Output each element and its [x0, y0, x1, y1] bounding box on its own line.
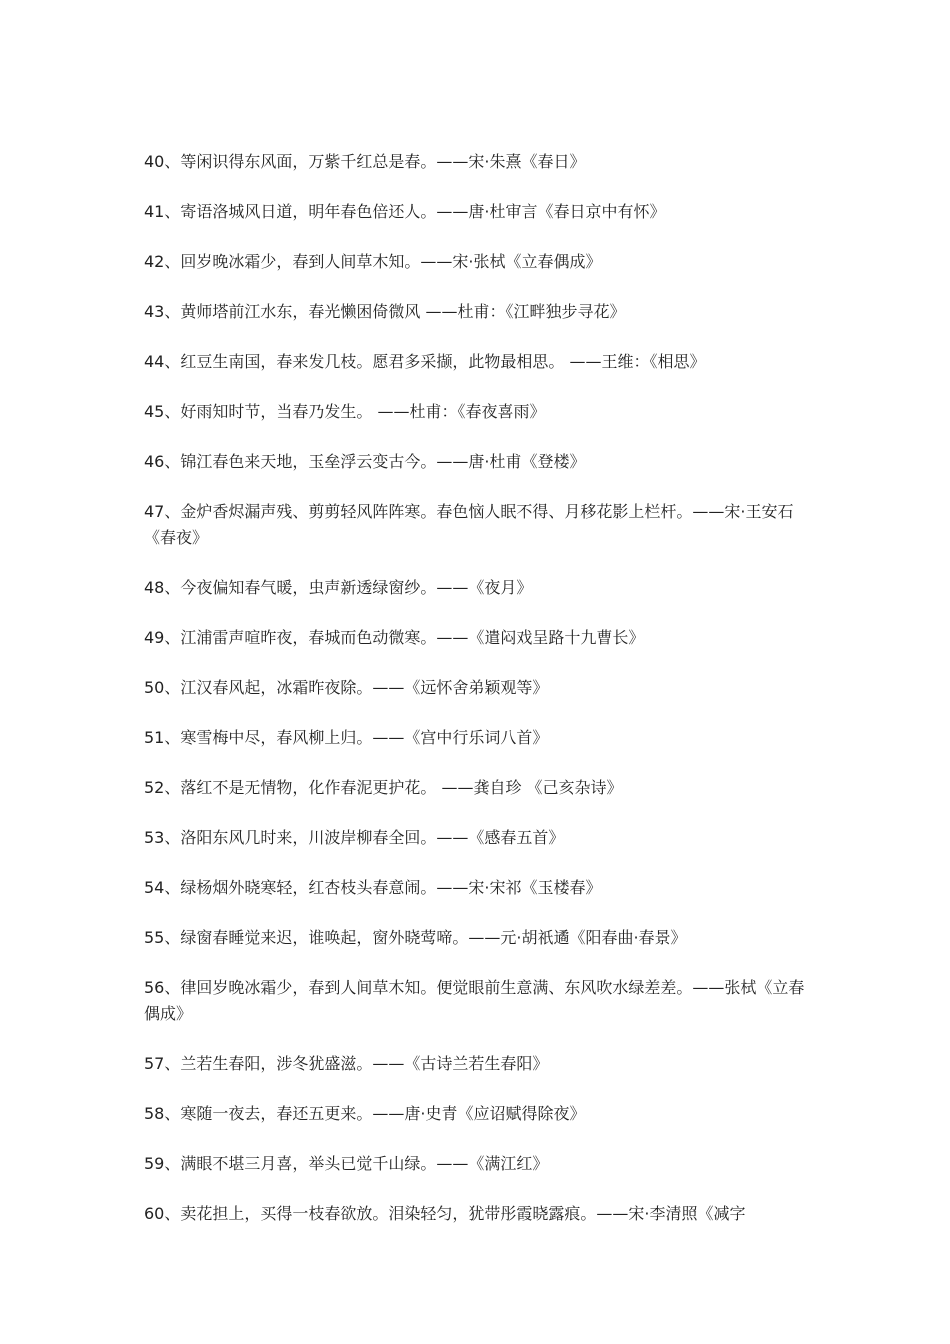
poem-line-51: 51、寒雪梅中尽，春风柳上归。——《宫中行乐词八首》: [144, 728, 549, 747]
poem-line-54: 54、绿杨烟外晓寒轻，红杏枝头春意闹。——宋·宋祁《玉楼春》: [144, 878, 602, 897]
poem-line-44: 44、红豆生南国，春来发几枝。愿君多采撷，此物最相思。 ——王维：《相思》: [144, 352, 706, 371]
poem-line-60: 60、卖花担上，买得一枝春欲放。泪染轻匀，犹带彤霞晓露痕。——宋·李清照《减字: [144, 1204, 746, 1223]
poem-line-42: 42、回岁晚冰霜少，春到人间草木知。——宋·张栻《立春偶成》: [144, 252, 602, 271]
poem-line-41: 41、寄语洛城风日道，明年春色倍还人。——唐·杜审言《春日京中有怀》: [144, 202, 666, 221]
poem-line-58: 58、寒随一夜去，春还五更来。——唐·史青《应诏赋得除夜》: [144, 1104, 586, 1123]
poem-line-49: 49、江浦雷声喧昨夜，春城而色动微寒。——《遣闷戏呈路十九曹长》: [144, 628, 645, 647]
poem-line-55: 55、绿窗春睡觉来迟，谁唤起，窗外晓莺啼。——元·胡祇遹《阳春曲·春景》: [144, 928, 687, 947]
poem-line-50: 50、江汉春风起，冰霜昨夜除。——《远怀舍弟颖观等》: [144, 678, 549, 697]
poem-line-46: 46、锦江春色来天地，玉垒浮云变古今。——唐·杜甫《登楼》: [144, 452, 586, 471]
poem-line-47: 47、金炉香烬漏声残、剪剪轻风阵阵寒。春色恼人眠不得、月移花影上栏杆。——宋·王安石《春夜》: [144, 502, 794, 547]
poem-line-52: 52、落红不是无情物，化作春泥更护花。 ——龚自珍 《己亥杂诗》: [144, 778, 623, 797]
poem-line-56: 56、律回岁晚冰霜少，春到人间草木知。便觉眼前生意满、东风吹水绿差差。——张栻《立春偶成》: [144, 978, 805, 1023]
poem-line-43: 43、黄师塔前江水东，春光懒困倚微风 ——杜甫：《江畔独步寻花》: [144, 302, 626, 321]
poem-line-53: 53、洛阳东风几时来，川波岸柳春全回。——《感春五首》: [144, 828, 565, 847]
poem-list: [144, 149, 812, 1251]
poem-line-57: 57、兰若生春阳，涉冬犹盛滋。——《古诗兰若生春阳》: [144, 1054, 549, 1073]
poem-line-45: 45、好雨知时节，当春乃发生。 ——杜甫：《春夜喜雨》: [144, 402, 546, 421]
poem-line-59: 59、满眼不堪三月喜，举头已觉千山绿。——《满江红》: [144, 1154, 549, 1173]
poem-line-40: 40、等闲识得东风面，万紫千红总是春。——宋·朱熹《春日》: [144, 152, 586, 171]
poem-line-48: 48、今夜偏知春气暖，虫声新透绿窗纱。——《夜月》: [144, 578, 533, 597]
